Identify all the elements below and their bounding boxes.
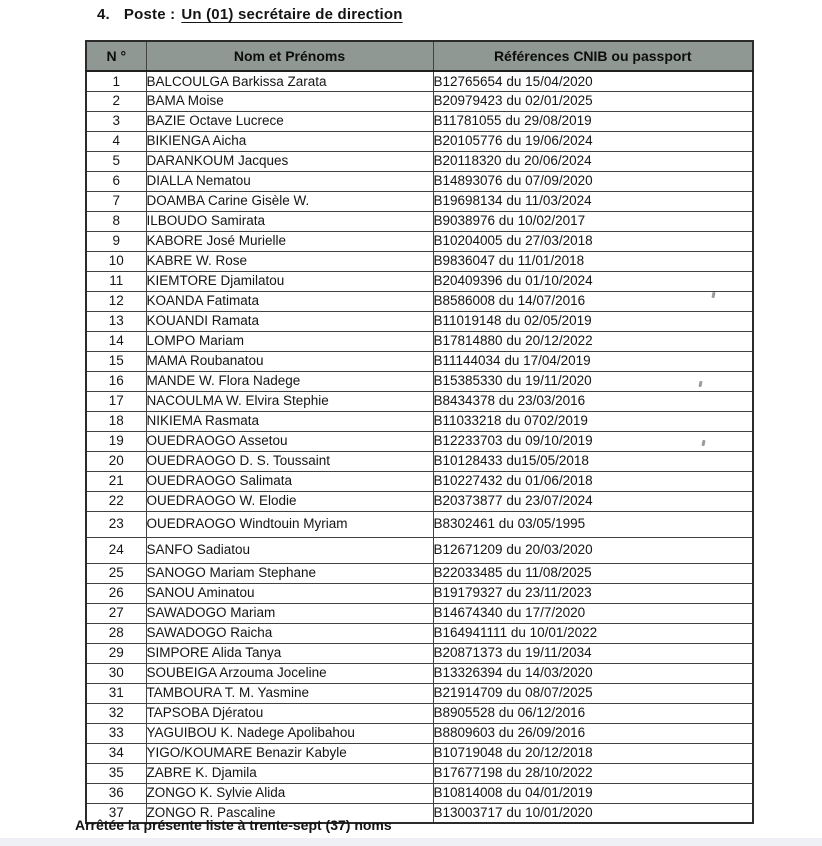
table-row xyxy=(86,371,753,391)
table-row xyxy=(86,411,753,431)
reference-cell: B15385330 du 19/11/2020 xyxy=(433,371,753,391)
row-number-cell: 7 xyxy=(86,191,146,211)
name-cell: NIKIEMA Rasmata xyxy=(146,411,433,431)
row-number-cell: 14 xyxy=(86,331,146,351)
reference-cell: B20871373 du 19/11/2034 xyxy=(433,643,753,663)
name-cell: SAWADOGO Raicha xyxy=(146,623,433,643)
table-row xyxy=(86,603,753,623)
reference-cell: B10814008 du 04/01/2019 xyxy=(433,783,753,803)
name-cell: BAZIE Octave Lucrece xyxy=(146,111,433,131)
row-number-cell: 16 xyxy=(86,371,146,391)
reference-cell: B8434378 du 23/03/2016 xyxy=(433,391,753,411)
reference-cell: B12233703 du 09/10/2019 xyxy=(433,431,753,451)
table-row xyxy=(86,271,753,291)
row-number-cell: 33 xyxy=(86,723,146,743)
table-row xyxy=(86,583,753,603)
name-cell: TAPSOBA Djératou xyxy=(146,703,433,723)
row-number-cell: 36 xyxy=(86,783,146,803)
table-row xyxy=(86,151,753,171)
reference-cell: B14674340 du 17/7/2020 xyxy=(433,603,753,623)
candidates-table xyxy=(85,40,754,824)
name-cell: SAWADOGO Mariam xyxy=(146,603,433,623)
table-header xyxy=(86,41,753,71)
page-title xyxy=(97,6,403,23)
row-number-cell: 11 xyxy=(86,271,146,291)
title-post-name: Un (01) secrétaire de direction xyxy=(181,6,403,23)
row-number-cell: 35 xyxy=(86,763,146,783)
name-cell: LOMPO Mariam xyxy=(146,331,433,351)
table-row xyxy=(86,703,753,723)
table-row xyxy=(86,231,753,251)
name-cell: SANOGO Mariam Stephane xyxy=(146,563,433,583)
reference-cell: B21914709 du 08/07/2025 xyxy=(433,683,753,703)
name-cell: KIEMTORE Djamilatou xyxy=(146,271,433,291)
row-number-cell: 30 xyxy=(86,663,146,683)
reference-cell: B19698134 du 11/03/2024 xyxy=(433,191,753,211)
table-row xyxy=(86,451,753,471)
table-row xyxy=(86,311,753,331)
table-body xyxy=(86,71,753,823)
table-row xyxy=(86,191,753,211)
name-cell: KABORE José Murielle xyxy=(146,231,433,251)
name-cell: BAMA Moise xyxy=(146,91,433,111)
row-number-cell: 19 xyxy=(86,431,146,451)
row-number-cell: 4 xyxy=(86,131,146,151)
table-row xyxy=(86,683,753,703)
reference-cell: B19179327 du 23/11/2023 xyxy=(433,583,753,603)
reference-cell: B20105776 du 19/06/2024 xyxy=(433,131,753,151)
row-number-cell: 15 xyxy=(86,351,146,371)
row-number-cell: 12 xyxy=(86,291,146,311)
table-row xyxy=(86,643,753,663)
table-row xyxy=(86,537,753,563)
name-cell: YAGUIBOU K. Nadege Apolibahou xyxy=(146,723,433,743)
reference-cell: B8586008 du 14/07/2016 xyxy=(433,291,753,311)
reference-cell: B20118320 du 20/06/2024 xyxy=(433,151,753,171)
name-cell: KOUANDI Ramata xyxy=(146,311,433,331)
row-number-cell: 6 xyxy=(86,171,146,191)
table-row xyxy=(86,291,753,311)
table-row xyxy=(86,171,753,191)
table-row xyxy=(86,663,753,683)
table-row xyxy=(86,471,753,491)
table-row xyxy=(86,351,753,371)
reference-cell: B12671209 du 20/03/2020 xyxy=(433,537,753,563)
list-closing-statement: Arrêtée la présente liste à trente-sept (37) noms xyxy=(75,817,392,833)
table-row xyxy=(86,563,753,583)
reference-cell: B12765654 du 15/04/2020 xyxy=(433,71,753,91)
name-cell: BALCOULGA Barkissa Zarata xyxy=(146,71,433,91)
row-number-cell: 17 xyxy=(86,391,146,411)
row-number-cell: 29 xyxy=(86,643,146,663)
name-cell: SANFO Sadiatou xyxy=(146,537,433,563)
table-row xyxy=(86,391,753,411)
reference-cell: B17814880 du 20/12/2022 xyxy=(433,331,753,351)
table-row xyxy=(86,763,753,783)
name-cell: KABRE W. Rose xyxy=(146,251,433,271)
table-row xyxy=(86,251,753,271)
row-number-cell: 21 xyxy=(86,471,146,491)
table-row xyxy=(86,491,753,511)
reference-cell: B11781055 du 29/08/2019 xyxy=(433,111,753,131)
table-row xyxy=(86,131,753,151)
name-cell: ZONGO K. Sylvie Alida xyxy=(146,783,433,803)
row-number-cell: 25 xyxy=(86,563,146,583)
reference-cell: B9836047 du 11/01/2018 xyxy=(433,251,753,271)
table-row xyxy=(86,723,753,743)
name-cell: ILBOUDO Samirata xyxy=(146,211,433,231)
name-cell: SIMPORE Alida Tanya xyxy=(146,643,433,663)
reference-cell: B10719048 du 20/12/2018 xyxy=(433,743,753,763)
row-number-cell: 34 xyxy=(86,743,146,763)
table-row xyxy=(86,511,753,537)
name-cell: MANDE W. Flora Nadege xyxy=(146,371,433,391)
reference-cell: B164941111 du 10/01/2022 xyxy=(433,623,753,643)
scan-edge-strip xyxy=(0,838,822,846)
row-number-cell: 32 xyxy=(86,703,146,723)
name-cell: ZABRE K. Djamila xyxy=(146,763,433,783)
row-number-cell: 2 xyxy=(86,91,146,111)
table-row xyxy=(86,91,753,111)
reference-cell: B9038976 du 10/02/2017 xyxy=(433,211,753,231)
title-label: Poste : xyxy=(123,6,176,23)
row-number-cell: 31 xyxy=(86,683,146,703)
name-cell: MAMA Roubanatou xyxy=(146,351,433,371)
name-cell: DIALLA Nematou xyxy=(146,171,433,191)
reference-cell: B20979423 du 02/01/2025 xyxy=(433,91,753,111)
table-row xyxy=(86,431,753,451)
row-number-cell: 8 xyxy=(86,211,146,231)
name-cell: ZONGO R. Pascaline xyxy=(146,803,433,823)
name-cell: TAMBOURA T. M. Yasmine xyxy=(146,683,433,703)
reference-cell: B13326394 du 14/03/2020 xyxy=(433,663,753,683)
row-number-cell: 5 xyxy=(86,151,146,171)
table-row xyxy=(86,211,753,231)
row-number-cell: 9 xyxy=(86,231,146,251)
reference-cell: B20409396 du 01/10/2024 xyxy=(433,271,753,291)
name-cell: KOANDA Fatimata xyxy=(146,291,433,311)
reference-cell: B14893076 du 07/09/2020 xyxy=(433,171,753,191)
row-number-cell: 24 xyxy=(86,537,146,563)
row-number-cell: 18 xyxy=(86,411,146,431)
name-cell: OUEDRAOGO Salimata xyxy=(146,471,433,491)
reference-cell: B22033485 du 11/08/2025 xyxy=(433,563,753,583)
name-cell: NACOULMA W. Elvira Stephie xyxy=(146,391,433,411)
reference-cell: B11033218 du 0702/2019 xyxy=(433,411,753,431)
table-row xyxy=(86,331,753,351)
reference-cell: B10227432 du 01/06/2018 xyxy=(433,471,753,491)
reference-cell: B13003717 du 10/01/2020 xyxy=(433,803,753,823)
reference-cell: B8905528 du 06/12/2016 xyxy=(433,703,753,723)
name-cell: OUEDRAOGO Windtouin Myriam xyxy=(146,511,433,537)
table-row xyxy=(86,71,753,91)
name-cell: SOUBEIGA Arzouma Joceline xyxy=(146,663,433,683)
row-number-cell: 13 xyxy=(86,311,146,331)
name-cell: OUEDRAOGO Assetou xyxy=(146,431,433,451)
table-row xyxy=(86,783,753,803)
reference-cell: B11144034 du 17/04/2019 xyxy=(433,351,753,371)
table-row xyxy=(86,623,753,643)
name-cell: OUEDRAOGO D. S. Toussaint xyxy=(146,451,433,471)
row-number-cell: 3 xyxy=(86,111,146,131)
row-number-cell: 28 xyxy=(86,623,146,643)
row-number-cell: 26 xyxy=(86,583,146,603)
reference-cell: B11019148 du 02/05/2019 xyxy=(433,311,753,331)
reference-cell: B17677198 du 28/10/2022 xyxy=(433,763,753,783)
name-cell: SANOU Aminatou xyxy=(146,583,433,603)
row-number-cell: 22 xyxy=(86,491,146,511)
name-cell: YIGO/KOUMARE Benazir Kabyle xyxy=(146,743,433,763)
table-row xyxy=(86,743,753,763)
reference-cell: B10204005 du 27/03/2018 xyxy=(433,231,753,251)
reference-cell: B20373877 du 23/07/2024 xyxy=(433,491,753,511)
name-cell: OUEDRAOGO W. Elodie xyxy=(146,491,433,511)
reference-cell: B10128433 du15/05/2018 xyxy=(433,451,753,471)
header-reference: Références CNIB ou passport xyxy=(433,41,753,71)
row-number-cell: 10 xyxy=(86,251,146,271)
row-number-cell: 27 xyxy=(86,603,146,623)
reference-cell: B8809603 du 26/09/2016 xyxy=(433,723,753,743)
row-number-cell: 23 xyxy=(86,511,146,537)
row-number-cell: 37 xyxy=(86,803,146,823)
title-number: 4. xyxy=(97,6,110,23)
name-cell: DOAMBA Carine Gisèle W. xyxy=(146,191,433,211)
row-number-cell: 1 xyxy=(86,71,146,91)
reference-cell: B8302461 du 03/05/1995 xyxy=(433,511,753,537)
name-cell: DARANKOUM Jacques xyxy=(146,151,433,171)
name-cell: BIKIENGA Aicha xyxy=(146,131,433,151)
header-name: Nom et Prénoms xyxy=(146,41,433,71)
table-row xyxy=(86,111,753,131)
row-number-cell: 20 xyxy=(86,451,146,471)
header-number: N ° xyxy=(86,41,146,71)
